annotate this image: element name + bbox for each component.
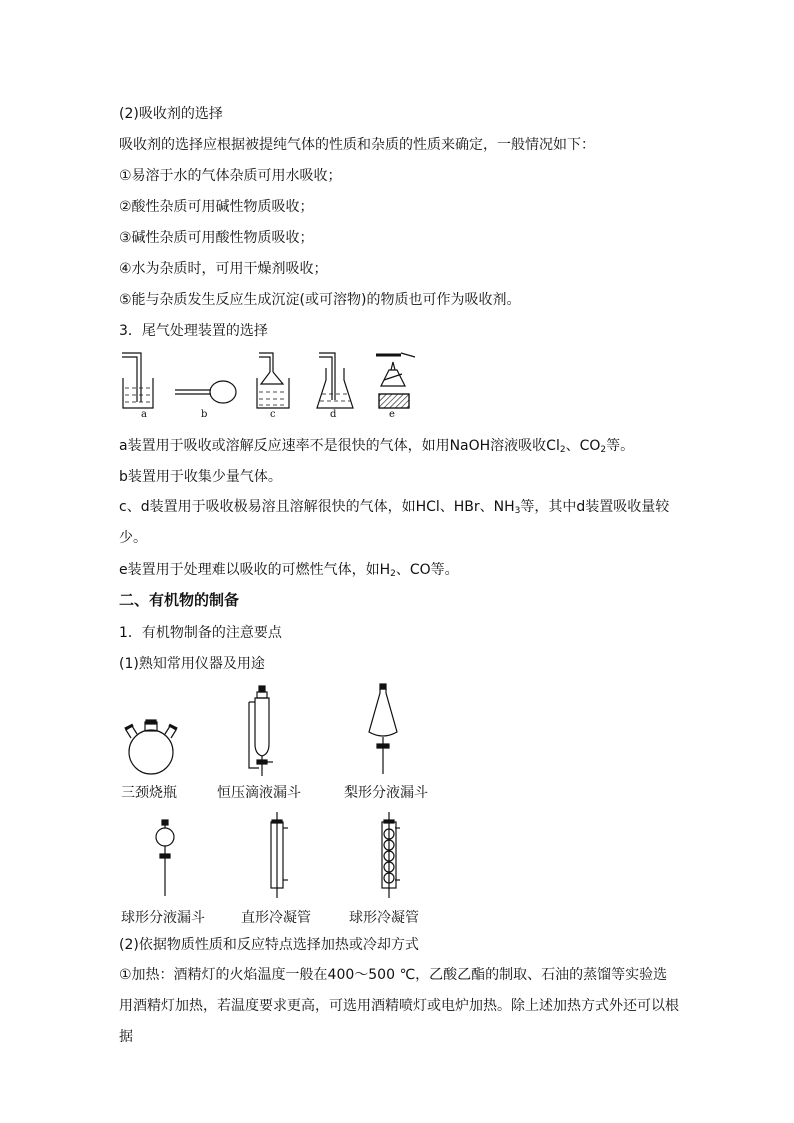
section-heading-absorbent: (2)吸收剂的选择 xyxy=(119,106,223,122)
tail-cd-description: c、d装置用于吸收极易溶且溶解很快的气体，如HCl、HBr、$NH_3$等，其中d装置吸收量较少。 xyxy=(119,499,670,546)
three-neck-flask-icon xyxy=(121,718,181,778)
bulb-condenser-icon xyxy=(376,812,402,900)
heating-paragraph: ①加热：酒精灯的火焰温度一般在400～500 ℃，乙酸乙酯的制取、石油的蒸馏等实验选用酒精灯加热，若温度要求更高，可选用酒精喷灯或电炉加热。除上述加热方式外还可以根据 xyxy=(119,967,679,1045)
label-e: e xyxy=(389,409,395,420)
pressure-equalizing-funnel-icon xyxy=(245,684,279,778)
absorbent-item-3: ③碱性杂质可用酸性物质吸收； xyxy=(119,230,314,246)
organic-subheading-2: (1)熟知常用仪器及用途 xyxy=(119,656,265,672)
organic-subheading-3: (2)依据物质性质和反应特点选择加热或冷却方式 xyxy=(119,937,419,953)
caption-three-neck-flask: 三颈烧瓶 xyxy=(121,785,177,801)
tail-e-description: e装置用于处理难以吸收的可燃性气体，如$H_2$、CO等。 xyxy=(119,562,459,579)
organic-subheading-1: 1．有机物制备的注意要点 xyxy=(119,625,282,641)
tail-a-description: a装置用于吸收或溶解反应速率不是很快的气体，如用NaOH溶液吸收$Cl_2$、$CO_2$等。 xyxy=(119,438,635,455)
label-c: c xyxy=(270,409,276,420)
section-heading-tail-gas: 3．尾气处理装置的选择 xyxy=(119,323,268,339)
tail-b-description: b装置用于收集少量气体。 xyxy=(119,469,282,485)
apparatus-c-funnel-beaker xyxy=(257,353,289,408)
caption-straight-condenser: 直形冷凝管 xyxy=(241,910,311,926)
absorbent-item-2: ②酸性杂质可用碱性物质吸收； xyxy=(119,199,314,215)
absorbent-intro: 吸收剂的选择应根据被提纯气体的性质和杂质的性质来确定，一般情况如下： xyxy=(119,137,595,153)
apparatus-d-conical-flask xyxy=(317,353,353,408)
apparatus-e-alcohol-lamp xyxy=(376,353,415,408)
label-a: a xyxy=(141,409,147,420)
caption-pear-funnel: 梨形分液漏斗 xyxy=(344,785,428,801)
straight-condenser-icon xyxy=(264,812,290,900)
caption-bulb-condenser: 球形冷凝管 xyxy=(349,910,419,926)
label-b: b xyxy=(201,409,208,420)
section-heading-organic: 二、有机物的制备 xyxy=(119,591,240,609)
tail-gas-apparatus-figure xyxy=(119,350,419,420)
caption-pressure-funnel: 恒压滴液漏斗 xyxy=(217,785,301,801)
absorbent-item-5: ⑤能与杂质发生反应生成沉淀(或可溶物)的物质也可作为吸收剂。 xyxy=(119,292,521,308)
absorbent-item-4: ④水为杂质时，可用干燥剂吸收； xyxy=(119,261,328,277)
apparatus-a-beaker xyxy=(122,353,153,408)
apparatus-b-balloon xyxy=(175,381,236,403)
spherical-separatory-funnel-icon xyxy=(150,818,180,898)
absorbent-item-1: ①易溶于水的气体杂质可用水吸收； xyxy=(119,168,342,184)
caption-spherical-funnel: 球形分液漏斗 xyxy=(121,910,205,926)
pear-separatory-funnel-icon xyxy=(366,682,400,776)
label-d: d xyxy=(330,409,337,420)
